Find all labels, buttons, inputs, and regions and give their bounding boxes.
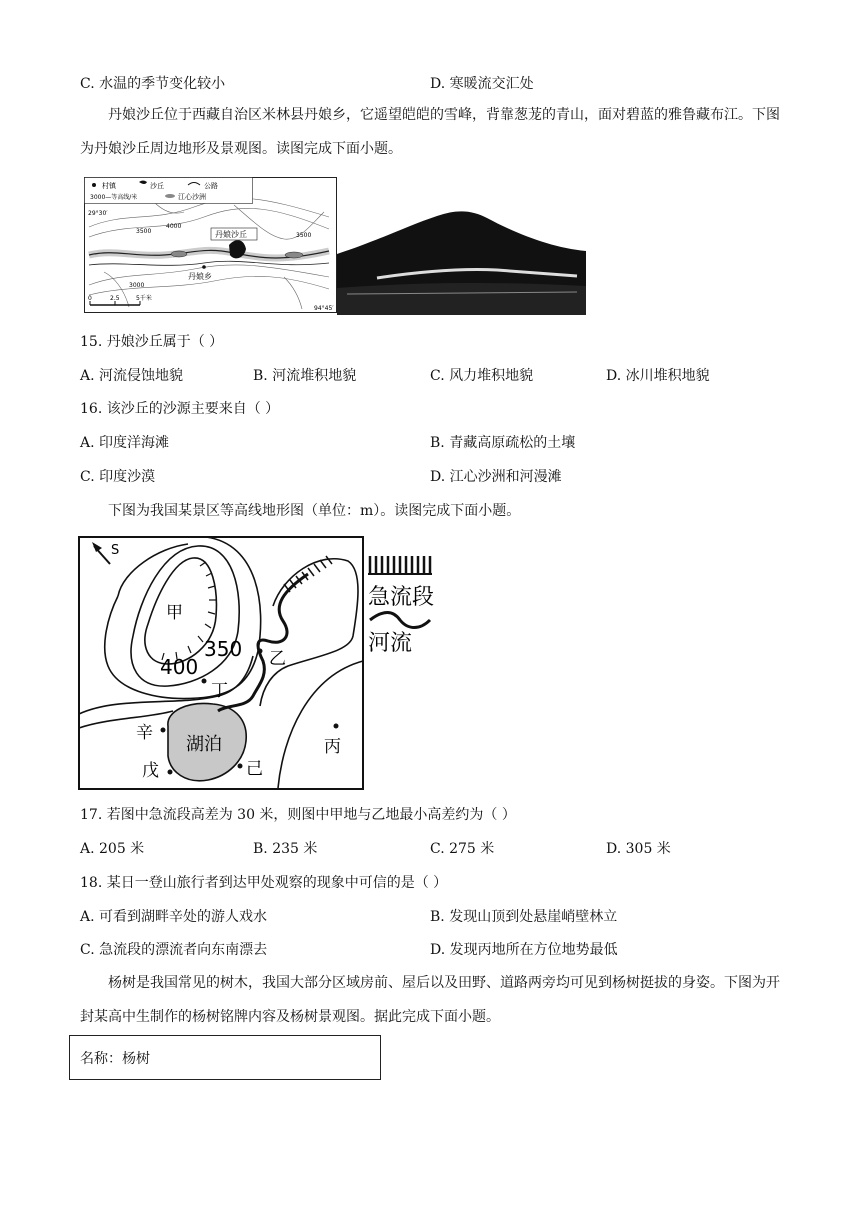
- q16-option-a: A. 印度洋海滩: [80, 435, 170, 451]
- contour-label-400: 400: [160, 655, 199, 679]
- legend-village: 村镇: [102, 182, 116, 190]
- town-label: 丹娘乡: [188, 272, 212, 281]
- legend-road: 公路: [204, 182, 218, 190]
- legend-dune: 沙丘: [150, 182, 164, 190]
- scale-end: 5千米: [136, 295, 152, 302]
- dune-name-label: 丹娘沙丘: [215, 230, 247, 239]
- q14-option-c: C. 水温的季节变化较小: [80, 76, 226, 92]
- scale-zero: 0: [88, 295, 92, 302]
- q15-option-b: B. 河流堆积地貌: [253, 368, 357, 384]
- q17-option-a: A. 205 米: [80, 841, 145, 857]
- dunes-topographic-map: [84, 177, 337, 313]
- q16-option-c: C. 印度沙漠: [80, 469, 156, 485]
- point-label-wu: 戊: [142, 761, 159, 781]
- q17-option-b: B. 235 米: [253, 841, 318, 857]
- q15-option-d: D. 冰川堆积地貌: [606, 368, 710, 384]
- intro-paragraph-1: 丹娘沙丘位于西藏自治区米林县丹娘乡，它遥望皑皑的雪峰，背靠葱茏的青山，面对碧蓝的雅鲁藏布江。下图为丹娘沙丘周边地形及景观图。读图完成下面小题。: [80, 107, 780, 157]
- q18-option-b: B. 发现山顶到处悬崖峭壁林立: [430, 909, 618, 925]
- q18-stem: 18. 某日一登山旅行者到达甲处观察的现象中可信的是（ ）: [80, 875, 448, 891]
- q16-stem: 16. 该沙丘的沙源主要来自（ ）: [80, 401, 280, 417]
- contour-label-3500b: 3500: [296, 232, 312, 239]
- intro-paragraph-2: 下图为我国某景区等高线地形图（单位：m）。读图完成下面小题。: [108, 503, 521, 519]
- nameplate-text: 名称：杨树: [80, 1051, 150, 1067]
- q18-option-c: C. 急流段的漂流者向东南漂去: [80, 942, 268, 958]
- legend-contour: 3000—等高线/米: [90, 194, 138, 201]
- legend-sandbar: 江心沙洲: [178, 193, 206, 201]
- point-label-jia: 甲: [166, 603, 183, 623]
- scenic-area-contour-map: [78, 536, 464, 790]
- q15-option-a: A. 河流侵蚀地貌: [80, 368, 184, 384]
- point-label-ding: 丁: [211, 681, 228, 701]
- lake-label: 湖泊: [186, 734, 222, 755]
- dunes-landscape-photo: [337, 206, 586, 315]
- scale-mid: 2.5: [110, 295, 120, 302]
- contour-label-3500: 3500: [136, 228, 152, 235]
- contour-label-3000: 3000: [129, 282, 145, 289]
- q16-option-b: B. 青藏高原疏松的土壤: [430, 435, 576, 451]
- longitude-label: 94°45′: [314, 305, 334, 312]
- intro-paragraph-3: 杨树是我国常见的树木，我国大部分区域房前、屋后以及田野、道路两旁均可见到杨树挺拔的身姿。下图为开封某高中生制作的杨树铭牌内容及杨树景观图。据此完成下面小题。: [80, 975, 780, 1025]
- point-label-xin: 辛: [136, 723, 153, 743]
- nameplate-box: [69, 1035, 381, 1080]
- point-label-ji: 己: [246, 759, 263, 779]
- q17-stem: 17. 若图中急流段高差为 30 米，则图中甲地与乙地最小高差约为（ ）: [80, 807, 516, 823]
- q14-option-d: D. 寒暖流交汇处: [430, 76, 534, 92]
- point-label-yi: 乙: [269, 649, 286, 669]
- q15-stem: 15. 丹娘沙丘属于（ ）: [80, 334, 224, 350]
- q17-option-c: C. 275 米: [430, 841, 495, 857]
- legend-rapids-label: 急流段: [368, 585, 435, 610]
- q16-option-d: D. 江心沙洲和河漫滩: [430, 469, 562, 485]
- q17-option-d: D. 305 米: [606, 841, 671, 857]
- contour-label-350: 350: [204, 637, 243, 661]
- q18-option-d: D. 发现丙地所在方位地势最低: [430, 942, 618, 958]
- latitude-label: 29°30′: [88, 210, 108, 217]
- q18-option-a: A. 可看到湖畔辛处的游人戏水: [80, 909, 268, 925]
- legend-river-label: 河流: [368, 631, 413, 656]
- contour-label-4000: 4000: [166, 223, 182, 230]
- point-label-bing: 丙: [324, 737, 341, 757]
- q15-option-c: C. 风力堆积地貌: [430, 368, 534, 384]
- direction-label-s: S: [111, 543, 120, 558]
